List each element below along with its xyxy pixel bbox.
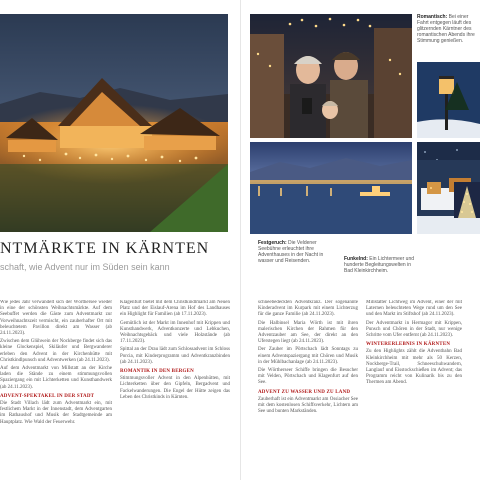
caption-festgeruch-text: Die Veldener Seebühne erleuchtet ihre Adventhauses in der Nacht in wasser und Reisenden. <box>258 240 324 264</box>
right-col1-para-4: Die Wörtherseer Schiffe bringen die Besucher mit Velden, Pörtschach und Klagenfurt auf den See. <box>258 368 358 386</box>
caption-funkelnd-text: Ein Lichtermeer und hunderte Begleitungswelten in Bad Kleinkirchheim. <box>344 256 415 274</box>
right-col2-para-2: Der Adventmarkt in Hermagor mit Krippen, Punsch und Chören in der Stadt, nur wenige Schritte vom Ufer entfernt (ab 24.11.2023). <box>366 320 462 339</box>
page-headline: NTMÄRKTE IN KÄRNTEN <box>0 240 210 257</box>
right-col1-para-1: schneebedeckten Adventkranz. Der sogenannte Kinderadvent im Kurpark mit einem Lichterzug für die ganze Familie (ab 24.11.2023). <box>258 300 358 318</box>
left-col1-after: Die Stadt Villach lädt zum Adventmarkt ein, mit festlichem Markt in der Innenstadt, dem Adventgarten im Rathaushof und Musik der Stadtgemeinde am Hauptplatz. Wie Wald der Feuerwehr. <box>0 401 112 425</box>
caption-funkelnd-label: Funkelnd: <box>344 256 368 262</box>
left-column-1 <box>0 300 112 480</box>
page-subhead: schaft, wie Advent nur im Süden sein kann <box>0 262 170 272</box>
left-col2-para-3: Spittal an der Drau lädt zum Schlossadvent im Schloss Porcia, mit Kinderprogramm und Adventkranzbinden (ab 24.11.2023). <box>120 347 230 365</box>
photo-couple-selfie <box>250 14 412 138</box>
left-column-2 <box>120 300 230 480</box>
right-col1-para-2: Die Halbinsel Maria Wörth ist mit ihren malerischen Kirchen der Rahmen für den Adventzauber am See, der direkt an den Uferstegen liegt (ab 24.11.2023). <box>258 320 358 345</box>
right-col1-para-3: Der Zauber im Pörtschach lädt Sonntags zu einem Adventspaziergang mit Chören und Musik in der Mühlbachanlage (ab 24.11.2023). <box>258 347 358 365</box>
right-col2-heading: WINTERERLEBNIS IN KÄRNTEN <box>366 342 451 348</box>
left-col2-para-1: Klagenfurt bietet mit dem Christkindlmarkt am Neuen Platz und der Eislauf-Arena im Hof des Landhauses ein Highlight für Familien (ab 17.11.2023). <box>120 300 230 318</box>
photo-lantern <box>417 62 480 138</box>
left-col2-heading: ROMANTIK IN DEN BERGEN <box>120 369 194 375</box>
right-col1-heading: ADVENT ZU WASSER UND ZU LAND <box>258 389 351 395</box>
selfie-photo-svg <box>250 14 412 138</box>
caption-funkelnd <box>344 256 416 274</box>
caption-romantisch-text: Bei einer Fahrt entgegen läuft des glitzernden Kärntner des romantischen Abends ihre Stimmung genießen. <box>417 14 475 44</box>
photo-christmas-tree <box>454 182 480 224</box>
lake-photo-svg <box>250 142 412 234</box>
caption-romantisch-label: Romantisch: <box>417 14 448 20</box>
left-col1-para-1: Wie jedes Jahr verwandelt sich der Wörthersee wieder in eine der schönsten Weihnachtsmärkte. Auf dem Seebuffet werden die Gäste zum Adventmarkt zur Vorweihnachtszeit vermischt, ein zauberhafter Ort mit beleuchtetem Pavillon direkt am Wasser (ab 24.11.2023). <box>0 300 112 337</box>
caption-festgeruch <box>258 240 338 264</box>
page-gutter <box>240 0 241 480</box>
left-col1-heading: ADVENT-SPEKTAKEL IN DER STADT <box>0 393 95 399</box>
caption-festgeruch-label: Festgeruch: <box>258 240 287 246</box>
right-column-2 <box>366 300 462 480</box>
lantern-photo-svg <box>417 62 480 138</box>
left-col2-after: Stimmungsvoller Advent in den Alpenhütten, mit Lichterketten über den Gipfeln, Bergadvent und Fackelwanderungen. Die Engel der Hütte zeigen das Leben des Christkinds in Kärnten. <box>120 376 230 400</box>
right-col1-after: Zauberhaft ist ein Adventmarkt am Ossiacher See mit dem kostenlosen Schiffsverkehr, Lichtern am See und bunten Markständen. <box>258 396 358 415</box>
left-col2-para-2: Gemütlich ist der Markt im Innenhof mit Krippen und Kunsthandwerk, Adventkonzerte und Lebkuchen, Weihnachtsgebäck und viele Holzstände (ab 17.11.2023). <box>120 320 230 345</box>
tree-photo-svg <box>454 182 480 224</box>
left-col1-para-2: Zwischen dem Glühwein der Nockberge findet sich das kleine Glockenspiel, Skiläufer und Bergwanderer erleben den Advent in der Kirchenhütte mit Christkindlpunsch und Adventwerken (ab 24.11.2023). <box>0 339 112 363</box>
pavilion-photo-svg <box>0 14 228 232</box>
right-col2-after: Zu den Highlights zählt die Adventbahn Bad Kleinkirchheim mit mehr als 50 Kerzen, Nockberge-Trail, Schneeschuhwandern, Langlauf und Eisstockschießen im Advent; das Programm reicht von Kulinarik bis zu den Thermen am Abend. <box>366 349 462 386</box>
right-col2-para-1: Millstätter Lichtweg im Advent, einer der mit Laternen beleuchteten Wege rund um den See und den Markt im Stiftshof (ab 24.11.2023). <box>366 300 462 318</box>
left-col1-para-3: Auf dem Adventmarkt von Millstatt an der Kirche laden die Stände zu einem stimmungsvollen Spaziergang ein mit Lichterketten und Kunsthandwerk (ab 24.11.2023). <box>0 366 112 390</box>
right-column-1 <box>258 300 358 480</box>
caption-romantisch <box>417 14 480 44</box>
photo-lakeside-pavilion <box>0 14 228 232</box>
photo-veldener-lake <box>250 142 412 234</box>
